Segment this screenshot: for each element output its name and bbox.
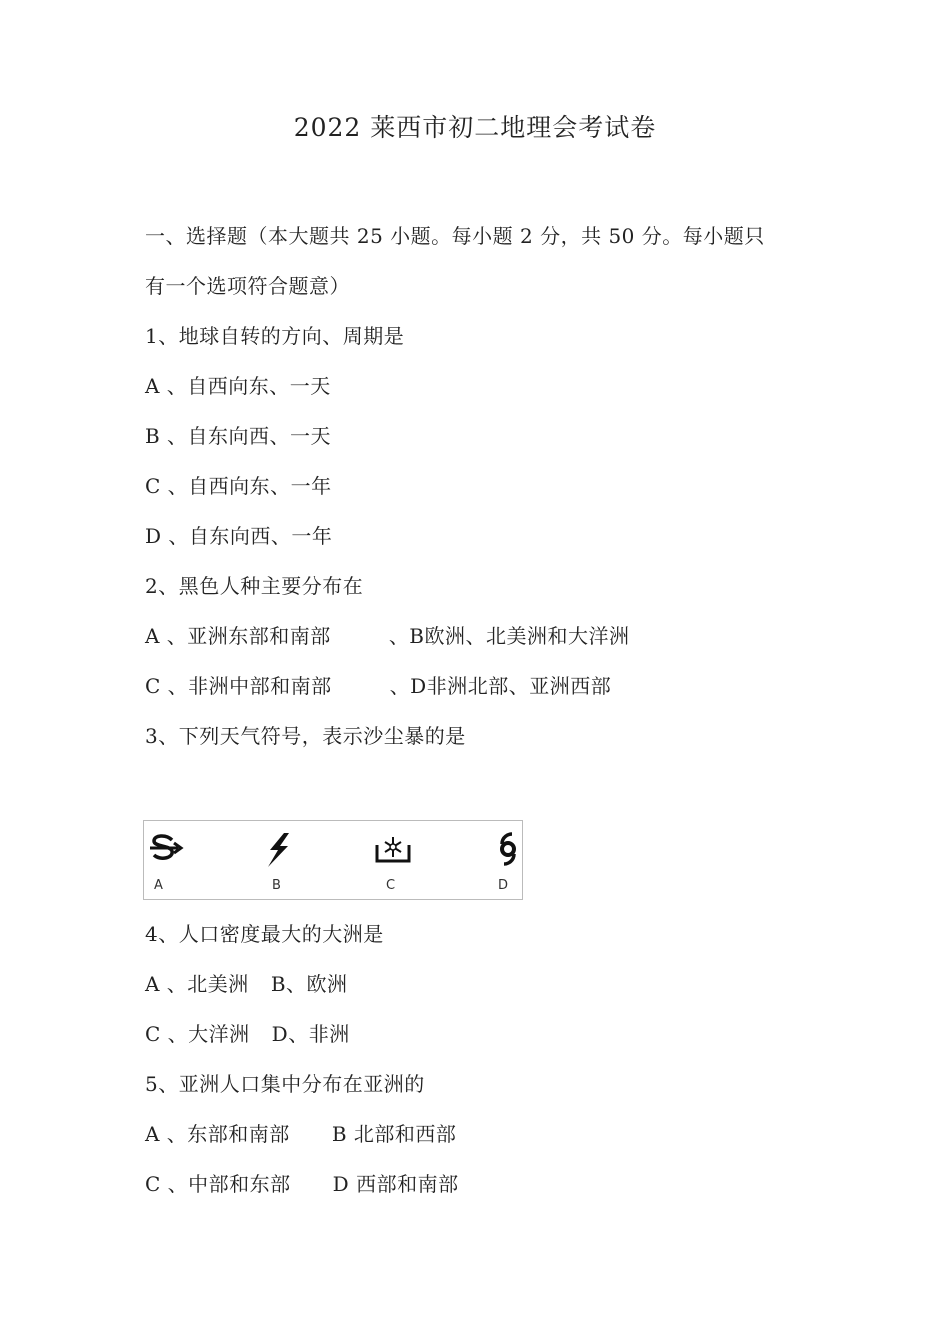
q4-stem: 4、人口密度最大的大洲是 — [145, 922, 384, 946]
q4-options-row2 — [145, 1018, 350, 1047]
q4-option-d: D、非洲 — [271, 1022, 350, 1046]
q4-option-b: B、欧洲 — [270, 972, 348, 996]
q5-option-d: D 西部和南部 — [332, 1172, 459, 1196]
q5-options-row2 — [145, 1168, 459, 1197]
q4-option-c: C 、大洋洲 — [145, 1022, 250, 1046]
q5-option-b: B 北部和西部 — [331, 1122, 457, 1146]
section-heading-line2: 有一个选项符合题意） — [145, 274, 350, 298]
q1-option-a: A 、自西向东、一天 — [145, 374, 331, 398]
q1-stem: 1、地球自转的方向、周期是 — [145, 324, 405, 348]
weather-symbols-figure — [143, 820, 523, 900]
q1-option-d: D 、自东向西、一年 — [145, 524, 333, 548]
q4-option-a: A 、北美洲 — [145, 972, 249, 996]
q2-option-d: 、D非洲北部、亚洲西部 — [389, 674, 612, 698]
q2-stem: 2、黑色人种主要分布在 — [145, 574, 364, 598]
frost-symbol-icon — [374, 831, 412, 867]
sandstorm-symbol-icon — [148, 831, 184, 867]
symbol-label-b: B — [272, 878, 281, 893]
q2-option-a: A 、亚洲东部和南部 — [145, 624, 331, 648]
q5-option-a: A 、东部和南部 — [145, 1122, 290, 1146]
q2-option-b: 、B欧洲、北美洲和大洋洲 — [388, 624, 630, 648]
thunderstorm-symbol-icon — [262, 831, 294, 869]
q1-option-b: B 、自东向西、一天 — [145, 424, 332, 448]
q4-options-row1 — [145, 968, 348, 997]
symbol-label-d: D — [498, 878, 509, 893]
typhoon-symbol-icon — [494, 831, 522, 867]
q5-option-c: C 、中部和东部 — [145, 1172, 291, 1196]
q2-options-row2 — [145, 670, 611, 699]
q1-option-c: C 、自西向东、一年 — [145, 474, 332, 498]
q2-option-c: C 、非洲中部和南部 — [145, 674, 332, 698]
page-title: 2022 莱西市初二地理会考试卷 — [293, 113, 657, 142]
q3-stem: 3、下列天气符号，表示沙尘暴的是 — [145, 724, 466, 748]
q5-stem: 5、亚洲人口集中分布在亚洲的 — [145, 1072, 425, 1096]
symbol-label-c: C — [386, 878, 396, 893]
symbol-label-a: A — [154, 878, 163, 893]
q5-options-row1 — [145, 1118, 456, 1147]
q2-options-row1 — [145, 620, 630, 649]
section-heading-line1: 一、选择题（本大题共 25 小题。每小题 2 分，共 50 分。每小题只 — [145, 224, 765, 248]
